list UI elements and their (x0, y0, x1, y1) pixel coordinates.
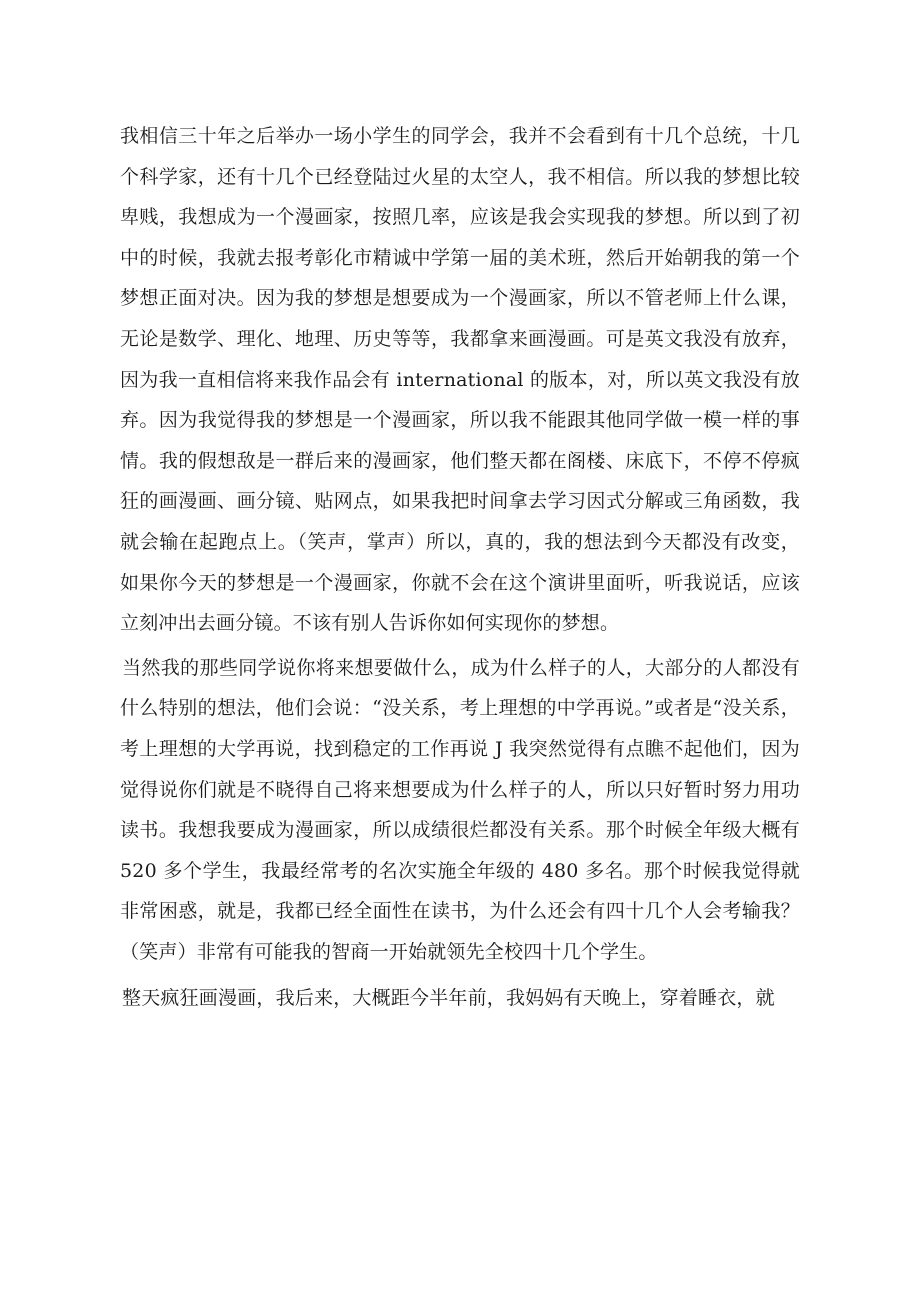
paragraph-1: 我相信三十年之后举办一场小学生的同学会，我并不会看到有十几个总统，十几个科学家，还有十几个已经登陆过火星的太空人，我不相信。所以我的梦想比较卑贱，我想成为一个漫画家，按照几率，应该是我会实现我的梦想。所以到了初中的时候，我就去报考彰化市精诚中学第一届的美术班，然后开始朝我的第一个梦想正面对决。因为我的梦想是想要成为一个漫画家，所以不管老师上什么课，无论是数学、理化、地理、历史等等，我都拿来画漫画。可是英文我没有放弃，因为我一直相信将来我作品会有 international 的版本，对，所以英文我没有放弃。因为我觉得我的梦想是一个漫画家，所以我不能跟其他同学做一模一样的事情。我的假想敌是一群后来的漫画家，他们整天都在阁楼、床底下，不停不停疯狂的画漫画、画分镜、贴网点，如果我把时间拿去学习因式分解或三角函数，我就会输在起跑点上。（笑声，掌声）所以，真的，我的想法到今天都没有改变，如果你今天的梦想是一个漫画家，你就不会在这个演讲里面听，听我说话，应该立刻冲出去画分镜。不该有别人告诉你如何实现你的梦想。 (120, 125, 800, 635)
paragraph-2: 当然我的那些同学说你将来想要做什么，成为什么样子的人，大部分的人都没有什么特别的想法，他们会说：“没关系，考上理想的中学再说。”或者是“没关系，考上理想的大学再说，找到稳定的工作再说 J 我突然觉得有点瞧不起他们，因为觉得说你们就是不晓得自己将来想要成为什么样子的人，所以只好暂时努力用功读书。我想我要成为漫画家，所以成绩很烂都没有关系。那个时候全年级大概有 520 多个学生，我最经常考的名次实施全年级的 480 多名。那个时候我觉得就非常困惑，就是，我都已经全面性在读书，为什么还会有四十几个人会考输我？（笑声）非常有可能我的智商一开始就领先全校四十几个学生。 (120, 656, 800, 963)
document-body (120, 116, 800, 1019)
paragraph-3: 整天疯狂画漫画，我后来，大概距今半年前，我妈妈有天晚上，穿着睡衣，就 (122, 987, 775, 1010)
